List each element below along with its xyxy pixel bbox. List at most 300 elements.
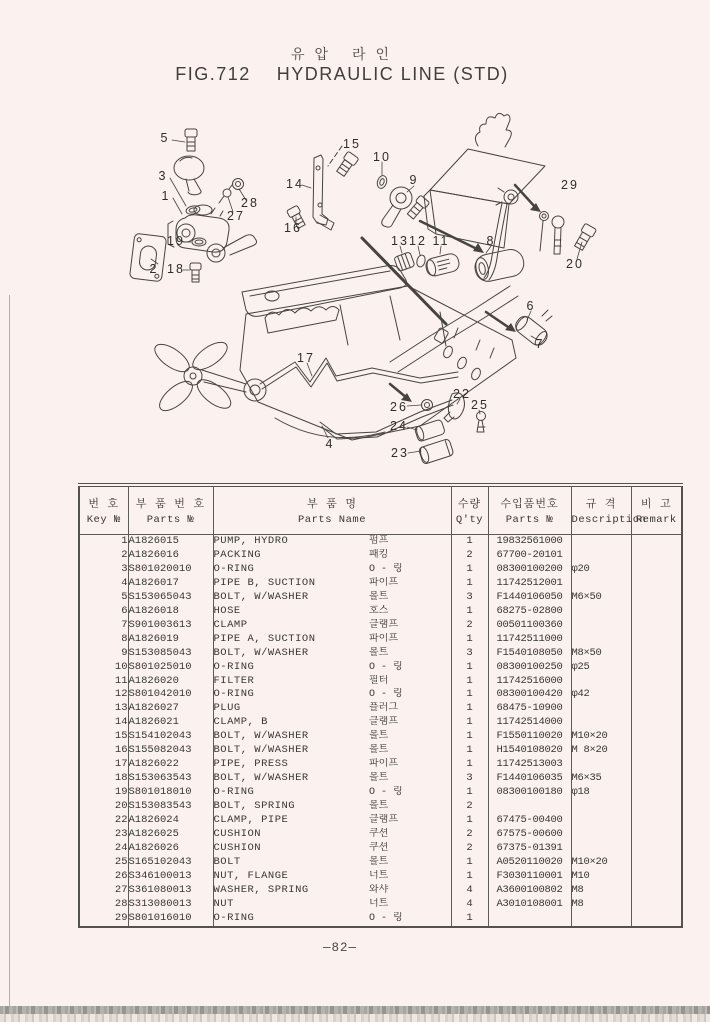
cell-key-no: 29 (114, 911, 128, 924)
cell-parts-name-kr: O - 링 (369, 689, 403, 701)
cell-parts-no: A1826017 (128, 577, 213, 591)
cell-key-no: 1 (121, 535, 128, 547)
cell-parts-no: S346100013 (128, 870, 213, 884)
table-row (79, 786, 682, 800)
cell-parts-name: CLAMP (213, 619, 369, 633)
table-row (79, 828, 682, 842)
cell-parts-name: PACKING (213, 549, 369, 563)
cell-import-no: 67575-00600 (488, 828, 571, 842)
cell-import-no: 67475-00400 (488, 814, 571, 828)
table-row (79, 884, 682, 898)
cell-import-no: 08300100250 (488, 661, 571, 675)
cell-parts-no: S901003613 (128, 619, 213, 633)
cell-parts-no: S801018010 (128, 786, 213, 800)
cell-description (571, 842, 631, 856)
cell-parts-name: BOLT, SPRING (213, 800, 369, 814)
table-row (79, 577, 682, 591)
cell-key-no: 8 (121, 632, 128, 645)
cell-parts-no: A1826024 (128, 814, 213, 828)
table-row (79, 619, 682, 633)
cell-parts-no: A1826016 (128, 549, 213, 563)
cell-description (571, 675, 631, 689)
cell-parts-name-kr: 파이프 (369, 759, 398, 771)
cell-parts-name-kr: 파이프 (369, 633, 398, 645)
cell-parts-no: S153065043 (128, 591, 213, 605)
cell-parts-name: O-RING (213, 661, 369, 675)
cell-description (571, 702, 631, 716)
page-title: HYDRAULIC LINE (STD) (276, 64, 509, 84)
cell-parts-name: BOLT, W/WASHER (213, 772, 369, 786)
table-row (79, 744, 682, 758)
cell-qty: 1 (451, 716, 488, 730)
table-row (79, 856, 682, 870)
cell-remark (631, 716, 682, 730)
cell-import-no: F3030110001 (488, 870, 571, 884)
cell-description: φ42 (571, 688, 631, 702)
cell-description (571, 716, 631, 730)
cell-key-no: 20 (114, 800, 128, 813)
cell-parts-name-kr: 볼트 (369, 856, 389, 868)
cell-key-no: 14 (114, 716, 128, 729)
cell-remark (631, 870, 682, 884)
diagram-callout-26: 26 (390, 400, 408, 414)
cell-description (571, 828, 631, 842)
table-row (79, 633, 682, 647)
cell-parts-no: S801020010 (128, 563, 213, 577)
cell-parts-name-kr: 펌프 (369, 536, 389, 547)
page-number: —82— (322, 941, 357, 955)
diagram-callout-10: 10 (373, 150, 391, 164)
cell-parts-no: A1826022 (128, 758, 213, 772)
cell-parts-name: CLAMP, B (213, 716, 369, 730)
cell-key-no: 19 (114, 786, 128, 799)
col-header-qty: 수량 Q'ty (451, 485, 488, 535)
bolt-5-drawing (185, 129, 197, 151)
diagram-callout-20: 20 (566, 257, 584, 271)
cell-remark (631, 605, 682, 619)
table-row (79, 688, 682, 702)
packing-drawing (129, 233, 166, 282)
cell-parts-name-kr: 볼트 (369, 647, 389, 659)
cell-remark (631, 786, 682, 800)
cell-parts-name-kr: 쿠션 (369, 842, 389, 854)
cell-key-no: 22 (114, 814, 128, 827)
table-row (79, 661, 682, 675)
cell-description: M8 (571, 884, 631, 898)
cell-key-no: 16 (114, 744, 128, 757)
diagram-callout-3: 3 (158, 169, 168, 183)
cell-remark (631, 800, 682, 814)
cell-parts-name-kr: O - 링 (369, 661, 403, 673)
cell-description (571, 800, 631, 814)
cell-key-no: 10 (114, 660, 128, 673)
cell-import-no: 68275-02800 (488, 605, 571, 619)
cell-description (571, 633, 631, 647)
cell-parts-name-kr: 볼트 (369, 591, 389, 603)
table-row (79, 870, 682, 884)
cell-parts-name: PUMP, HYDRO (213, 535, 369, 549)
cell-qty: 2 (451, 619, 488, 633)
diagram-callout-2: 2 (149, 262, 159, 276)
bolt-25-drawing (477, 412, 486, 433)
table-row (79, 758, 682, 772)
cell-description (571, 535, 631, 549)
diagram-callout-27: 27 (227, 209, 245, 223)
diagram-callout-15: 15 (343, 137, 361, 151)
cell-qty: 4 (451, 898, 488, 912)
cell-parts-no: S801016010 (128, 912, 213, 927)
cell-import-no: 11742516000 (488, 675, 571, 689)
cell-parts-no: S155082043 (128, 744, 213, 758)
cell-description: M 8×20 (571, 744, 631, 758)
table-row (79, 549, 682, 563)
col-header-key: 번 호 Key № (79, 485, 128, 535)
cell-remark (631, 702, 682, 716)
cell-parts-name-kr: O - 링 (369, 787, 403, 799)
cell-import-no: 67375-01391 (488, 842, 571, 856)
pipe-17-drawing (260, 358, 458, 389)
cell-parts-name: CLAMP, PIPE (213, 814, 369, 828)
cell-qty: 1 (451, 563, 488, 577)
cell-qty: 1 (451, 856, 488, 870)
bracket-drawing (313, 146, 342, 230)
cell-key-no: 23 (114, 828, 128, 841)
cell-description (571, 814, 631, 828)
cell-parts-no: S153083543 (128, 800, 213, 814)
cell-parts-name-kr: 클램프 (369, 619, 398, 631)
cell-import-no: 11742511000 (488, 633, 571, 647)
oring-12-drawing (416, 254, 427, 268)
cell-key-no: 7 (121, 618, 128, 631)
diagram-callout-13: 13 (391, 234, 409, 248)
table-row (79, 647, 682, 661)
cell-remark (631, 758, 682, 772)
pipe-end-8-drawing (473, 247, 527, 284)
col-header-parts-no: 부 품 번 호 Parts № (128, 485, 213, 535)
cell-import-no: 08300100420 (488, 688, 571, 702)
cell-remark (631, 563, 682, 577)
table-row (79, 675, 682, 689)
filter-drawing (424, 252, 460, 277)
cell-import-no: F1440106050 (488, 591, 571, 605)
cell-parts-no: A1826027 (128, 702, 213, 716)
cell-parts-no: S801042010 (128, 688, 213, 702)
cell-description (571, 619, 631, 633)
cell-parts-name-kr: 패킹 (369, 549, 389, 561)
cell-import-no: 08300100180 (488, 786, 571, 800)
cell-parts-name: FILTER (213, 675, 369, 689)
cell-description: φ25 (571, 661, 631, 675)
cell-parts-name-kr: 쿠션 (369, 829, 389, 841)
cell-import-no: 67700-20101 (488, 549, 571, 563)
fasteners-drawing (540, 212, 565, 255)
cell-description (571, 758, 631, 772)
cell-qty: 1 (451, 730, 488, 744)
cell-remark (631, 814, 682, 828)
cell-qty: 1 (451, 702, 488, 716)
cell-parts-no: A1826020 (128, 675, 213, 689)
parts-diagram (90, 100, 670, 475)
cell-key-no: 28 (114, 897, 128, 910)
cell-qty: 1 (451, 786, 488, 800)
bolt-20-drawing (573, 223, 597, 251)
cell-parts-name: HOSE (213, 605, 369, 619)
cell-import-no: F1440106035 (488, 772, 571, 786)
cell-remark (631, 772, 682, 786)
cell-description: M10 (571, 870, 631, 884)
cell-qty: 2 (451, 549, 488, 563)
cell-parts-no: S361080013 (128, 884, 213, 898)
cell-description: M8 (571, 898, 631, 912)
cell-remark (631, 688, 682, 702)
hose-drawing (512, 313, 550, 348)
cell-key-no: 24 (114, 841, 128, 854)
col-header-parts-name: 부 품 명 Parts Name (213, 485, 451, 535)
cell-parts-no: A1826026 (128, 842, 213, 856)
diagram-callout-19: 19 (167, 234, 185, 248)
table-row (79, 912, 682, 927)
cell-key-no: 27 (114, 883, 128, 896)
cell-parts-name-kr: 클램프 (369, 717, 398, 729)
figure-number: FIG.712 (175, 64, 251, 84)
cell-remark (631, 912, 682, 927)
diagram-callout-16: 16 (284, 221, 302, 235)
col-header-import-no: 수입품번호 Parts № (488, 485, 571, 535)
cell-remark (631, 577, 682, 591)
cell-parts-name: O-RING (213, 912, 369, 927)
cell-qty: 1 (451, 912, 488, 927)
cell-remark (631, 535, 682, 549)
fitting-drawing (174, 156, 204, 195)
diagram-callout-5: 5 (160, 131, 170, 145)
cell-description: M6×50 (571, 591, 631, 605)
cell-parts-name: PLUG (213, 702, 369, 716)
cell-remark (631, 842, 682, 856)
cell-qty: 1 (451, 661, 488, 675)
parts-table (78, 483, 683, 928)
diagram-callout-25: 25 (471, 398, 489, 412)
tank-drawing (424, 113, 545, 248)
cell-import-no: 00501100360 (488, 619, 571, 633)
cell-import-no: F1550110020 (488, 730, 571, 744)
cell-parts-name-kr: 파이프 (369, 577, 398, 589)
cell-remark (631, 884, 682, 898)
cell-key-no: 26 (114, 869, 128, 882)
cell-parts-name: NUT (213, 898, 369, 912)
diagram-callout-23: 23 (391, 446, 409, 460)
diagram-callout-4: 4 (325, 437, 335, 451)
cell-import-no: 68475-10900 (488, 702, 571, 716)
diagram-callout-8: 8 (486, 234, 496, 248)
cell-import-no (488, 912, 571, 927)
cell-description: M10×20 (571, 856, 631, 870)
cell-parts-name-kr: 클램프 (369, 815, 398, 827)
cell-parts-name-kr: 호스 (369, 605, 389, 617)
cell-parts-no: S153063543 (128, 772, 213, 786)
oring-19-drawing (192, 238, 206, 246)
cell-description: φ18 (571, 786, 631, 800)
scan-edge-line (9, 295, 10, 1011)
cell-qty: 1 (451, 688, 488, 702)
diagram-callout-18: 18 (167, 262, 185, 276)
cell-key-no: 2 (121, 548, 128, 561)
cell-qty: 1 (451, 605, 488, 619)
cell-parts-no: A1826021 (128, 716, 213, 730)
cell-parts-name: O-RING (213, 688, 369, 702)
scan-artifact-band (0, 1006, 710, 1014)
diagram-callout-6: 6 (526, 299, 536, 313)
cell-qty: 3 (451, 772, 488, 786)
cell-import-no (488, 800, 571, 814)
oring-10-drawing (376, 174, 389, 189)
parts-table-body (79, 535, 682, 927)
cell-remark (631, 675, 682, 689)
table-row (79, 730, 682, 744)
cell-parts-name-kr: 플러그 (369, 703, 398, 715)
diagram-callout-12: 12 (409, 234, 427, 248)
diagram-callout-14: 14 (286, 177, 304, 191)
cell-import-no: 19832561000 (488, 535, 571, 549)
cell-key-no: 9 (121, 646, 128, 659)
cell-parts-no: S801025010 (128, 661, 213, 675)
table-row (79, 898, 682, 912)
cell-parts-name: PIPE A, SUCTION (213, 633, 369, 647)
cell-description: M10×20 (571, 730, 631, 744)
cell-parts-no: S154102043 (128, 730, 213, 744)
cell-parts-name-kr: 필터 (369, 675, 389, 687)
diagram-callout-24: 24 (390, 419, 408, 433)
cell-key-no: 17 (114, 758, 128, 771)
cell-key-no: 5 (121, 590, 128, 603)
banjo-9-drawing (382, 187, 412, 227)
nut-28-drawing (233, 179, 244, 190)
cell-parts-name: O-RING (213, 563, 369, 577)
col-header-remark: 비 고 Remark (631, 485, 682, 535)
table-row (79, 591, 682, 605)
cell-import-no: A3600100802 (488, 884, 571, 898)
cell-import-no: 11742514000 (488, 716, 571, 730)
cell-qty: 1 (451, 633, 488, 647)
cell-key-no: 6 (121, 604, 128, 617)
cell-remark (631, 661, 682, 675)
cell-parts-no: S313080013 (128, 898, 213, 912)
cell-qty: 2 (451, 800, 488, 814)
cell-qty: 1 (451, 870, 488, 884)
cell-parts-name-kr: O - 링 (369, 912, 403, 924)
table-row (79, 605, 682, 619)
cell-key-no: 12 (114, 688, 128, 701)
cell-qty: 1 (451, 758, 488, 772)
cell-description: M6×35 (571, 772, 631, 786)
cell-remark (631, 633, 682, 647)
arrowheads (401, 203, 541, 402)
cell-parts-name-kr: O - 링 (369, 563, 403, 575)
cell-remark (631, 647, 682, 661)
cell-description (571, 577, 631, 591)
cell-qty: 2 (451, 828, 488, 842)
cell-parts-no: A1826015 (128, 535, 213, 549)
cell-key-no: 18 (114, 772, 128, 785)
cell-key-no: 3 (121, 562, 128, 575)
cell-parts-name: PIPE B, SUCTION (213, 577, 369, 591)
table-row (79, 814, 682, 828)
col-header-description: 규 격 Description (571, 485, 631, 535)
banjo-drawing (190, 235, 257, 282)
scan-artifact-band-light (0, 1014, 710, 1022)
cell-parts-name: BOLT, W/WASHER (213, 744, 369, 758)
table-row (79, 772, 682, 786)
cell-description (571, 605, 631, 619)
figure-title (0, 64, 710, 85)
cell-qty: 1 (451, 535, 488, 549)
cell-remark (631, 856, 682, 870)
cell-description: M8×50 (571, 647, 631, 661)
cell-description (571, 912, 631, 927)
cell-description: φ20 (571, 563, 631, 577)
oring-3-drawing (185, 205, 200, 216)
cell-parts-name: BOLT, W/WASHER (213, 591, 369, 605)
title-korean: 유압 라인 (291, 46, 399, 62)
cell-parts-no: S153085043 (128, 647, 213, 661)
cell-remark (631, 619, 682, 633)
cell-qty: 1 (451, 744, 488, 758)
cell-parts-name-kr: 볼트 (369, 773, 389, 785)
table-row (79, 800, 682, 814)
cell-parts-name-kr: 볼트 (369, 801, 389, 813)
table-row (79, 563, 682, 577)
cell-remark (631, 730, 682, 744)
cell-qty: 1 (451, 675, 488, 689)
table-header-row (79, 485, 682, 535)
cell-remark (631, 549, 682, 563)
cell-parts-name: WASHER, SPRING (213, 884, 369, 898)
cell-remark (631, 828, 682, 842)
diagram-callout-7: 7 (535, 337, 545, 351)
diagram-callout-1: 1 (161, 189, 171, 203)
cushion-24-drawing (414, 419, 445, 442)
cell-remark (631, 898, 682, 912)
cell-description (571, 549, 631, 563)
table-row (79, 702, 682, 716)
cell-parts-no: S165102043 (128, 856, 213, 870)
cell-parts-no: A1826025 (128, 828, 213, 842)
cell-import-no: 11742513003 (488, 758, 571, 772)
cell-key-no: 15 (114, 730, 128, 743)
cell-import-no: H1540108020 (488, 744, 571, 758)
cell-parts-name-kr: 너트 (369, 870, 389, 882)
cell-qty: 1 (451, 577, 488, 591)
cell-parts-name-kr: 볼트 (369, 745, 389, 757)
cell-import-no: F1540108050 (488, 647, 571, 661)
cell-parts-name: NUT, FLANGE (213, 870, 369, 884)
cell-key-no: 11 (114, 674, 128, 687)
cell-qty: 4 (451, 884, 488, 898)
engine-drawing (240, 266, 516, 441)
pipe-4-drawing (320, 400, 453, 439)
cell-parts-name: PIPE, PRESS (213, 758, 369, 772)
cell-parts-name-kr: 너트 (369, 898, 389, 910)
cushion-23-drawing (418, 438, 454, 464)
diagram-callout-11: 11 (432, 234, 450, 248)
cell-qty: 2 (451, 842, 488, 856)
cell-key-no: 4 (121, 576, 128, 589)
cell-qty: 1 (451, 814, 488, 828)
cell-parts-name: CUSHION (213, 842, 369, 856)
diagram-callout-17: 17 (297, 351, 315, 365)
plug-13-drawing (394, 252, 415, 272)
pipe-a-drawing (390, 286, 518, 372)
table-row (79, 842, 682, 856)
